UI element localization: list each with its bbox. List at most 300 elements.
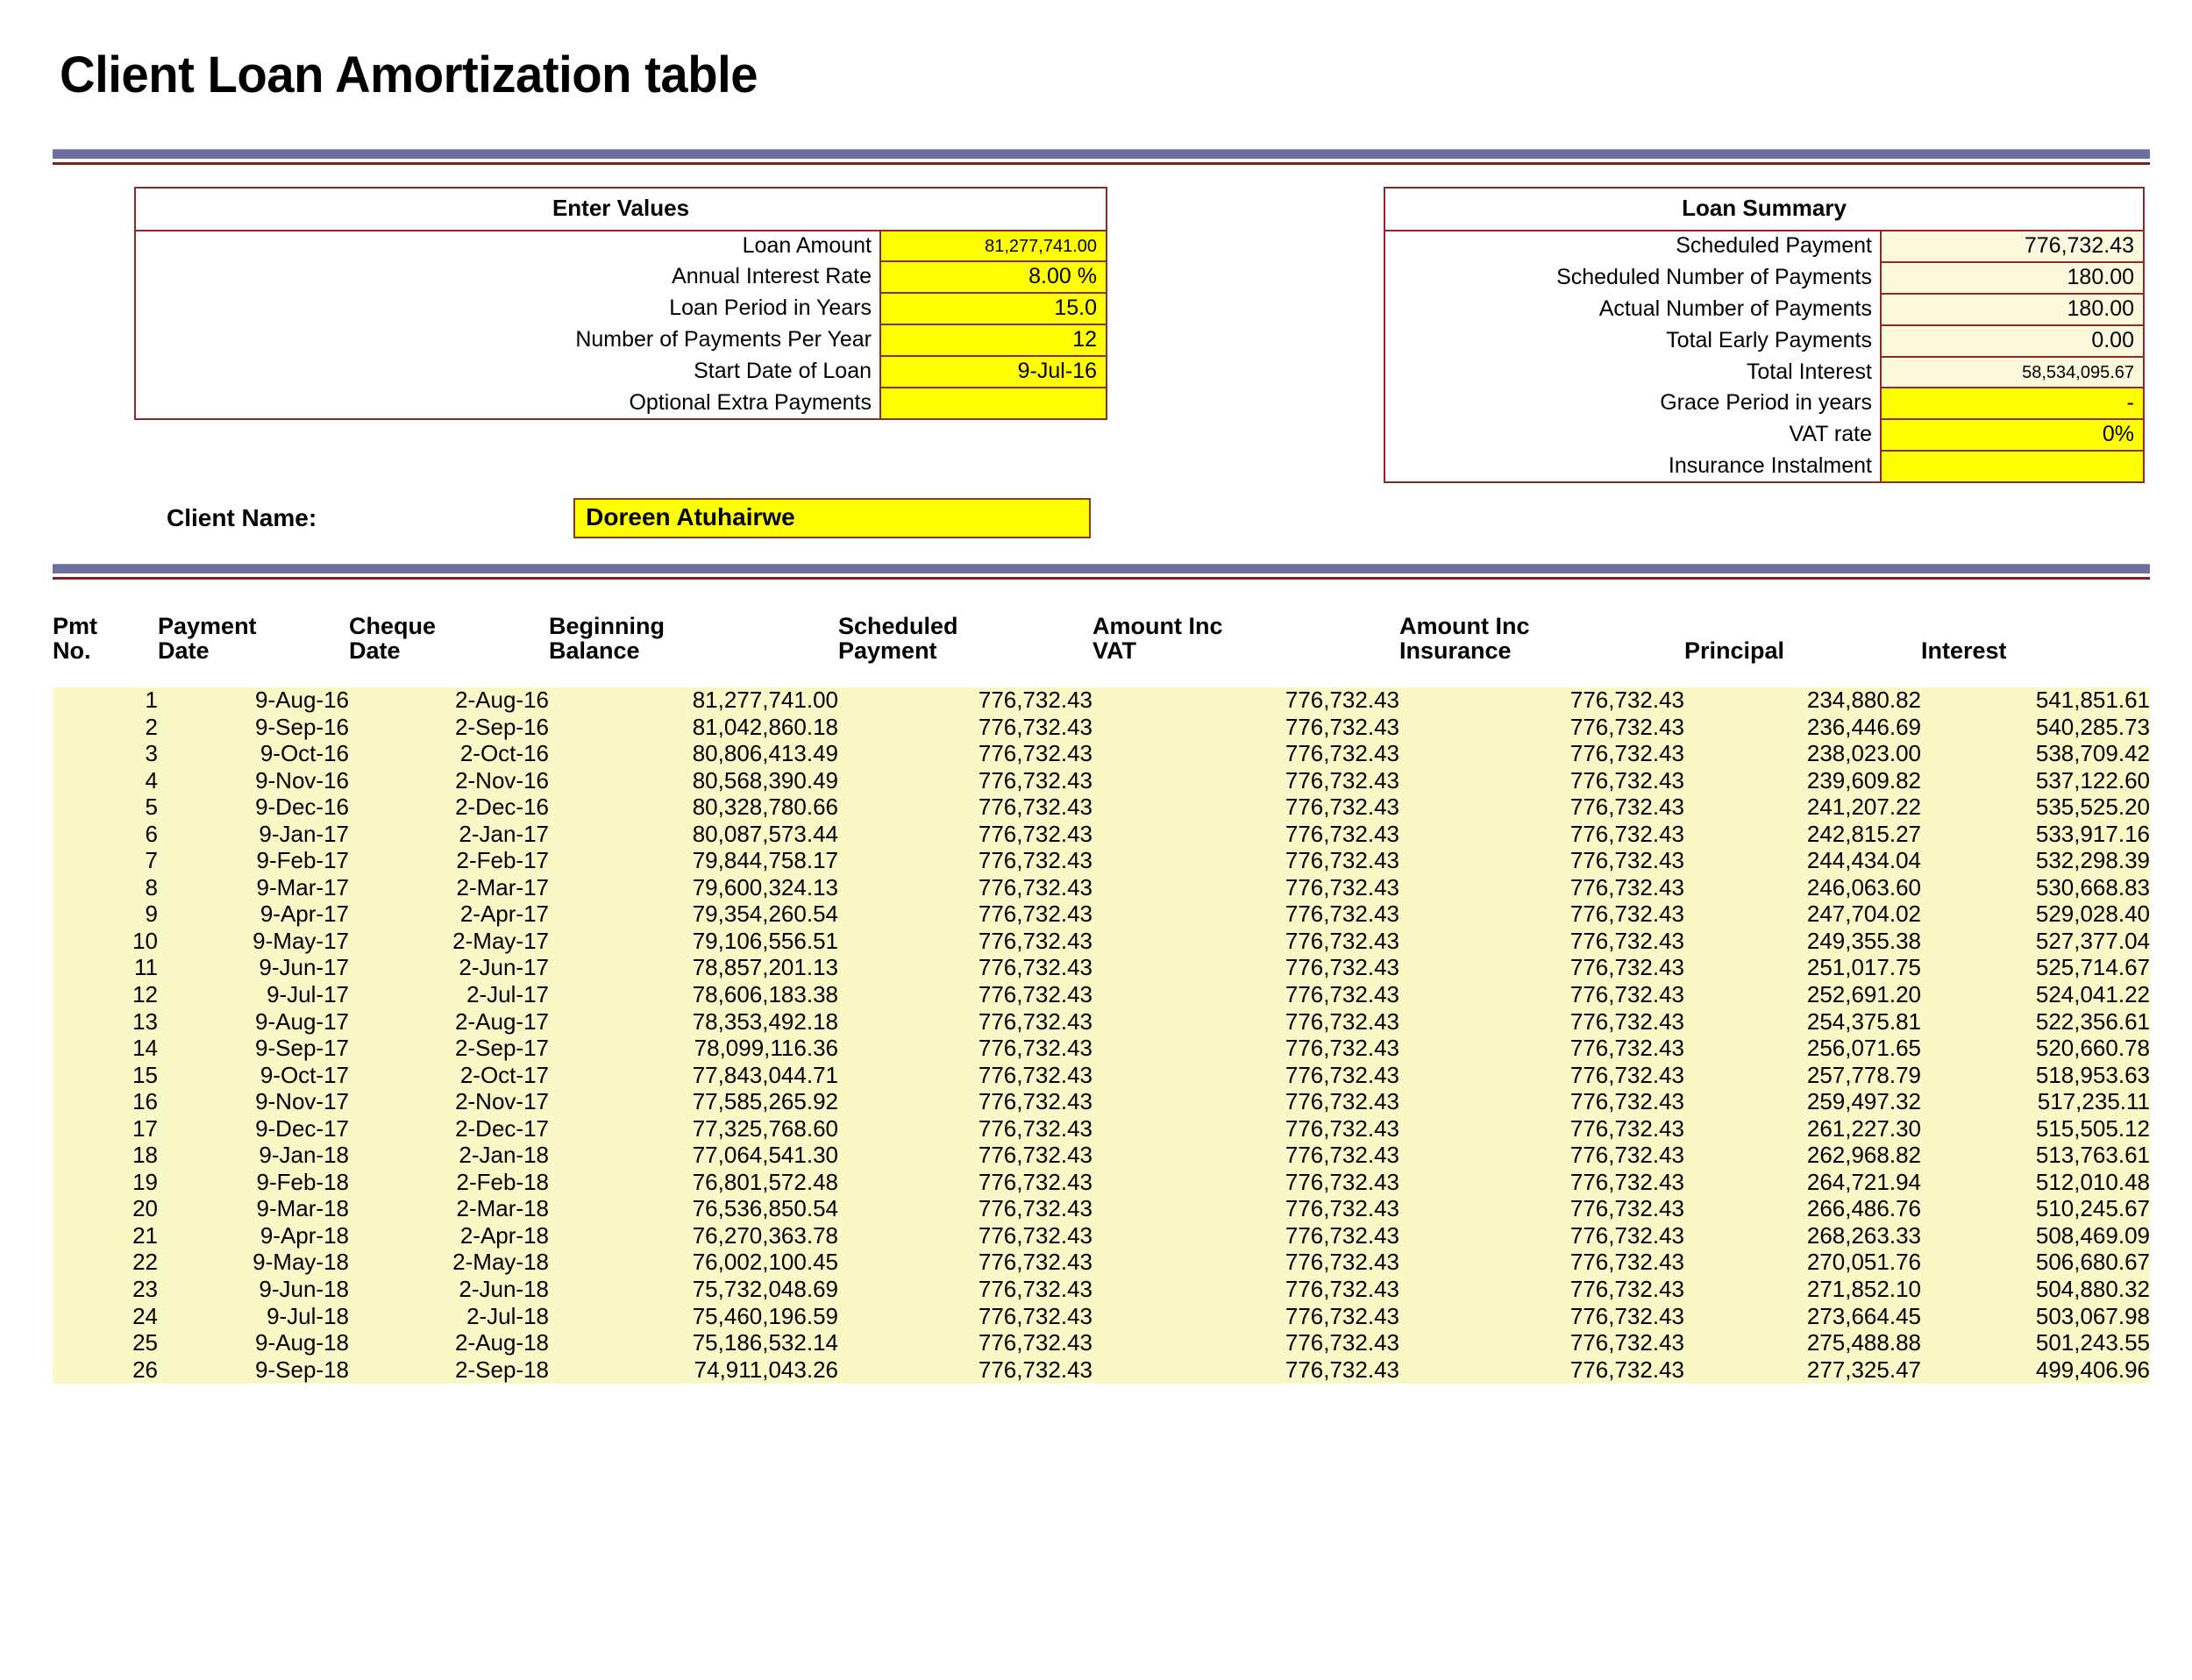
table-cell: 15 xyxy=(53,1063,158,1090)
table-cell: 11 xyxy=(53,955,158,982)
table-row[interactable] xyxy=(53,929,2150,956)
table-row[interactable] xyxy=(53,1089,2150,1116)
table-row[interactable] xyxy=(53,1357,2150,1385)
table-cell: 246,063.60 xyxy=(1684,875,1921,902)
divider-line xyxy=(53,162,2150,165)
loan-summary-value: 58,534,095.67 xyxy=(1880,358,2143,388)
table-cell: 776,732.43 xyxy=(838,1330,1092,1357)
table-cell: 520,660.78 xyxy=(1921,1036,2150,1063)
loan-summary-row xyxy=(1385,358,2143,388)
client-name-label: Client Name: xyxy=(167,504,317,531)
amortization-table-body xyxy=(53,687,2150,1384)
table-cell: 10 xyxy=(53,929,158,956)
table-cell: 238,023.00 xyxy=(1684,741,1921,768)
table-cell: 2-Jun-18 xyxy=(349,1277,549,1304)
table-cell: 2-Jun-17 xyxy=(349,955,549,982)
table-cell: 80,806,413.49 xyxy=(549,741,838,768)
loan-summary-rows xyxy=(1385,231,2143,481)
table-cell: 5 xyxy=(53,794,158,822)
table-row[interactable] xyxy=(53,1330,2150,1357)
enter-values-value[interactable] xyxy=(879,388,1106,418)
table-cell: 9 xyxy=(53,901,158,929)
table-row[interactable] xyxy=(53,955,2150,982)
table-cell: 25 xyxy=(53,1330,158,1357)
table-cell: 2-Mar-17 xyxy=(349,875,549,902)
table-cell: 513,763.61 xyxy=(1921,1143,2150,1170)
section-divider-top xyxy=(53,149,2150,165)
header-line-2: Interest xyxy=(1921,637,2007,665)
section-divider-middle xyxy=(53,564,2150,580)
table-row[interactable] xyxy=(53,982,2150,1009)
table-cell: 776,732.43 xyxy=(838,822,1092,849)
table-row[interactable] xyxy=(53,875,2150,902)
header-line-2: Insurance xyxy=(1399,637,1512,665)
table-cell: 776,732.43 xyxy=(838,901,1092,929)
header-line-2: Date xyxy=(158,637,210,665)
table-cell: 81,042,860.18 xyxy=(549,715,838,742)
table-column-header xyxy=(1092,614,1399,687)
loan-summary-label: Grace Period in years xyxy=(1660,389,1872,415)
table-cell: 776,732.43 xyxy=(1399,1116,1684,1143)
table-cell: 508,469.09 xyxy=(1921,1223,2150,1250)
table-cell: 525,714.67 xyxy=(1921,955,2150,982)
amortization-table xyxy=(53,614,2150,1384)
header-line-1: Amount Inc xyxy=(1399,613,1530,639)
loan-summary-label: Scheduled Payment xyxy=(1676,233,1872,258)
table-cell: 242,815.27 xyxy=(1684,822,1921,849)
enter-values-title: Enter Values xyxy=(136,189,1106,231)
table-row[interactable] xyxy=(53,1170,2150,1197)
table-cell: 236,446.69 xyxy=(1684,715,1921,742)
table-cell: 2-Mar-18 xyxy=(349,1196,549,1223)
table-row[interactable] xyxy=(53,715,2150,742)
enter-values-row xyxy=(136,231,1106,262)
table-row[interactable] xyxy=(53,1304,2150,1331)
table-cell: 776,732.43 xyxy=(1092,1249,1399,1277)
table-cell: 9-Jun-18 xyxy=(158,1277,349,1304)
table-cell: 3 xyxy=(53,741,158,768)
table-cell: 776,732.43 xyxy=(838,1249,1092,1277)
table-cell: 776,732.43 xyxy=(1399,875,1684,902)
table-cell: 21 xyxy=(53,1223,158,1250)
table-cell: 776,732.43 xyxy=(838,1304,1092,1331)
loan-summary-label: Actual Number of Payments xyxy=(1598,296,1872,321)
table-cell: 541,851.61 xyxy=(1921,687,2150,715)
table-cell: 76,270,363.78 xyxy=(549,1223,838,1250)
enter-values-label: Annual Interest Rate xyxy=(672,263,872,288)
table-cell: 252,691.20 xyxy=(1684,982,1921,1009)
header-line-2: VAT xyxy=(1092,637,1136,665)
table-cell: 76,801,572.48 xyxy=(549,1170,838,1197)
table-cell: 776,732.43 xyxy=(838,929,1092,956)
table-cell: 26 xyxy=(53,1357,158,1385)
loan-summary-row xyxy=(1385,263,2143,295)
table-cell: 776,732.43 xyxy=(1092,1357,1399,1385)
enter-values-panel xyxy=(134,187,1107,420)
table-row[interactable] xyxy=(53,741,2150,768)
table-cell: 259,497.32 xyxy=(1684,1089,1921,1116)
table-cell: 9-Sep-17 xyxy=(158,1036,349,1063)
table-cell: 2-Aug-17 xyxy=(349,1009,549,1036)
table-cell: 79,844,758.17 xyxy=(549,848,838,875)
table-row[interactable] xyxy=(53,687,2150,715)
table-row[interactable] xyxy=(53,1223,2150,1250)
table-cell: 512,010.48 xyxy=(1921,1170,2150,1197)
table-cell: 776,732.43 xyxy=(838,1143,1092,1170)
table-cell: 9-Oct-17 xyxy=(158,1063,349,1090)
table-cell: 776,732.43 xyxy=(838,1009,1092,1036)
table-cell: 532,298.39 xyxy=(1921,848,2150,875)
table-cell: 262,968.82 xyxy=(1684,1143,1921,1170)
table-cell: 776,732.43 xyxy=(1092,1330,1399,1357)
table-cell: 23 xyxy=(53,1277,158,1304)
loan-summary-row xyxy=(1385,388,2143,420)
table-cell: 7 xyxy=(53,848,158,875)
table-cell: 9-Dec-16 xyxy=(158,794,349,822)
table-cell: 776,732.43 xyxy=(1092,794,1399,822)
table-row[interactable] xyxy=(53,1116,2150,1143)
table-cell: 80,087,573.44 xyxy=(549,822,838,849)
table-column-header xyxy=(349,614,549,687)
table-cell: 2-Aug-16 xyxy=(349,687,549,715)
divider-bar xyxy=(53,564,2150,573)
header-line-2: Payment xyxy=(838,637,937,665)
table-cell: 776,732.43 xyxy=(838,1277,1092,1304)
table-cell: 776,732.43 xyxy=(1092,1063,1399,1090)
table-cell: 14 xyxy=(53,1036,158,1063)
header-line-1 xyxy=(1684,613,1691,639)
table-cell: 776,732.43 xyxy=(1399,901,1684,929)
table-cell: 776,732.43 xyxy=(838,1063,1092,1090)
enter-values-value[interactable]: 15.0 xyxy=(879,294,1106,325)
table-cell: 9-Aug-16 xyxy=(158,687,349,715)
table-cell: 2-Oct-16 xyxy=(349,741,549,768)
table-cell: 776,732.43 xyxy=(838,1196,1092,1223)
table-column-header xyxy=(1921,614,2150,687)
table-cell: 261,227.30 xyxy=(1684,1116,1921,1143)
table-cell: 776,732.43 xyxy=(838,1036,1092,1063)
table-cell: 776,732.43 xyxy=(1092,1116,1399,1143)
table-cell: 78,606,183.38 xyxy=(549,982,838,1009)
header-line-1: Beginning xyxy=(549,613,665,639)
table-cell: 515,505.12 xyxy=(1921,1116,2150,1143)
loan-summary-value: 0.00 xyxy=(1880,326,2143,358)
table-cell: 24 xyxy=(53,1304,158,1331)
enter-values-row xyxy=(136,357,1106,388)
table-cell: 2-Dec-17 xyxy=(349,1116,549,1143)
divider-line xyxy=(53,577,2150,580)
enter-values-value[interactable]: 8.00 % xyxy=(879,262,1106,294)
table-cell: 2-Jul-17 xyxy=(349,982,549,1009)
table-row[interactable] xyxy=(53,901,2150,929)
table-column-header xyxy=(1399,614,1684,687)
enter-values-label: Loan Period in Years xyxy=(669,295,872,320)
table-cell: 776,732.43 xyxy=(1399,1009,1684,1036)
table-cell: 776,732.43 xyxy=(1092,901,1399,929)
table-cell: 268,263.33 xyxy=(1684,1223,1921,1250)
loan-summary-value: 180.00 xyxy=(1880,295,2143,326)
enter-values-label: Number of Payments Per Year xyxy=(575,326,872,352)
table-cell: 510,245.67 xyxy=(1921,1196,2150,1223)
loan-summary-label: VAT rate xyxy=(1789,421,1872,446)
enter-values-value[interactable]: 9-Jul-16 xyxy=(879,357,1106,388)
table-cell: 538,709.42 xyxy=(1921,741,2150,768)
table-cell: 776,732.43 xyxy=(838,794,1092,822)
table-cell: 517,235.11 xyxy=(1921,1089,2150,1116)
table-column-header xyxy=(158,614,349,687)
table-cell: 2-Dec-16 xyxy=(349,794,549,822)
table-column-header xyxy=(1684,614,1921,687)
table-cell: 2-Sep-16 xyxy=(349,715,549,742)
table-column-header xyxy=(549,614,838,687)
table-cell: 273,664.45 xyxy=(1684,1304,1921,1331)
table-cell: 241,207.22 xyxy=(1684,794,1921,822)
table-cell: 776,732.43 xyxy=(1399,1330,1684,1357)
table-row[interactable] xyxy=(53,1196,2150,1223)
table-cell: 244,434.04 xyxy=(1684,848,1921,875)
loan-summary-value[interactable]: 0% xyxy=(1880,420,2143,452)
table-cell: 776,732.43 xyxy=(1399,715,1684,742)
table-cell: 9-Jul-17 xyxy=(158,982,349,1009)
loan-summary-title: Loan Summary xyxy=(1385,189,2143,231)
enter-values-row xyxy=(136,388,1106,418)
table-cell: 776,732.43 xyxy=(1399,1196,1684,1223)
loan-summary-row xyxy=(1385,295,2143,326)
table-cell: 776,732.43 xyxy=(1092,1143,1399,1170)
header-line-1: Scheduled xyxy=(838,613,958,639)
table-cell: 75,732,048.69 xyxy=(549,1277,838,1304)
table-cell: 8 xyxy=(53,875,158,902)
table-cell: 275,488.88 xyxy=(1684,1330,1921,1357)
page-title: Client Loan Amortization table xyxy=(60,46,758,103)
table-cell: 266,486.76 xyxy=(1684,1196,1921,1223)
table-cell: 9-Oct-16 xyxy=(158,741,349,768)
table-cell: 270,051.76 xyxy=(1684,1249,1921,1277)
table-cell: 529,028.40 xyxy=(1921,901,2150,929)
table-cell: 239,609.82 xyxy=(1684,768,1921,795)
table-cell: 9-Jul-18 xyxy=(158,1304,349,1331)
table-cell: 518,953.63 xyxy=(1921,1063,2150,1090)
table-cell: 776,732.43 xyxy=(1092,768,1399,795)
table-cell: 17 xyxy=(53,1116,158,1143)
table-cell: 22 xyxy=(53,1249,158,1277)
table-cell: 776,732.43 xyxy=(1399,822,1684,849)
table-cell: 776,732.43 xyxy=(1399,1223,1684,1250)
table-cell: 77,325,768.60 xyxy=(549,1116,838,1143)
amortization-table-head xyxy=(53,614,2150,687)
table-cell: 776,732.43 xyxy=(1092,1036,1399,1063)
loan-summary-value[interactable] xyxy=(1880,452,2143,481)
table-cell: 776,732.43 xyxy=(1399,1357,1684,1385)
table-cell: 76,002,100.45 xyxy=(549,1249,838,1277)
table-cell: 776,732.43 xyxy=(1399,955,1684,982)
table-cell: 256,071.65 xyxy=(1684,1036,1921,1063)
table-cell: 77,585,265.92 xyxy=(549,1089,838,1116)
table-cell: 776,732.43 xyxy=(1092,822,1399,849)
table-cell: 776,732.43 xyxy=(1399,1089,1684,1116)
table-row[interactable] xyxy=(53,1009,2150,1036)
table-column-header xyxy=(838,614,1092,687)
table-cell: 540,285.73 xyxy=(1921,715,2150,742)
table-cell: 506,680.67 xyxy=(1921,1249,2150,1277)
table-cell: 75,460,196.59 xyxy=(549,1304,838,1331)
table-row[interactable] xyxy=(53,768,2150,795)
table-cell: 9-Nov-16 xyxy=(158,768,349,795)
table-cell: 776,732.43 xyxy=(1399,1063,1684,1090)
table-row[interactable] xyxy=(53,848,2150,875)
loan-summary-row xyxy=(1385,326,2143,358)
table-cell: 78,353,492.18 xyxy=(549,1009,838,1036)
table-cell: 4 xyxy=(53,768,158,795)
loan-summary-label: Scheduled Number of Payments xyxy=(1556,265,1872,289)
table-cell: 247,704.02 xyxy=(1684,901,1921,929)
table-cell: 776,732.43 xyxy=(1092,741,1399,768)
table-cell: 776,732.43 xyxy=(1092,687,1399,715)
table-cell: 776,732.43 xyxy=(1092,1277,1399,1304)
table-cell: 530,668.83 xyxy=(1921,875,2150,902)
table-cell: 251,017.75 xyxy=(1684,955,1921,982)
table-cell: 79,600,324.13 xyxy=(549,875,838,902)
loan-summary-label: Total Interest xyxy=(1746,359,1872,384)
table-cell: 504,880.32 xyxy=(1921,1277,2150,1304)
table-cell: 76,536,850.54 xyxy=(549,1196,838,1223)
table-cell: 271,852.10 xyxy=(1684,1277,1921,1304)
table-cell: 2-Sep-17 xyxy=(349,1036,549,1063)
loan-summary-value: 180.00 xyxy=(1880,263,2143,295)
header-line-2: No. xyxy=(53,637,91,665)
table-cell: 776,732.43 xyxy=(1092,1304,1399,1331)
table-cell: 2-Sep-18 xyxy=(349,1357,549,1385)
table-cell: 9-Aug-17 xyxy=(158,1009,349,1036)
enter-values-value[interactable]: 81,277,741.00 xyxy=(879,231,1106,262)
table-cell: 2-May-18 xyxy=(349,1249,549,1277)
header-line-2: Balance xyxy=(549,637,640,665)
table-cell: 1 xyxy=(53,687,158,715)
table-cell: 18 xyxy=(53,1143,158,1170)
table-cell: 75,186,532.14 xyxy=(549,1330,838,1357)
table-cell: 77,064,541.30 xyxy=(549,1143,838,1170)
table-row[interactable] xyxy=(53,1143,2150,1170)
table-cell: 74,911,043.26 xyxy=(549,1357,838,1385)
table-cell: 776,732.43 xyxy=(1399,1277,1684,1304)
table-row[interactable] xyxy=(53,1063,2150,1090)
enter-values-row xyxy=(136,262,1106,294)
table-cell: 776,732.43 xyxy=(1399,982,1684,1009)
header-line-2: Date xyxy=(349,637,401,665)
table-cell: 77,843,044.71 xyxy=(549,1063,838,1090)
table-cell: 9-Dec-17 xyxy=(158,1116,349,1143)
table-cell: 527,377.04 xyxy=(1921,929,2150,956)
table-row[interactable] xyxy=(53,822,2150,849)
table-cell: 257,778.79 xyxy=(1684,1063,1921,1090)
table-cell: 6 xyxy=(53,822,158,849)
table-cell: 776,732.43 xyxy=(1399,1036,1684,1063)
table-row[interactable] xyxy=(53,1249,2150,1277)
table-cell: 776,732.43 xyxy=(1399,1249,1684,1277)
table-header-row xyxy=(53,614,2150,687)
table-cell: 776,732.43 xyxy=(838,1170,1092,1197)
table-cell: 249,355.38 xyxy=(1684,929,1921,956)
table-cell: 9-Apr-17 xyxy=(158,901,349,929)
table-cell: 776,732.43 xyxy=(838,1357,1092,1385)
loan-summary-value[interactable]: - xyxy=(1880,388,2143,420)
table-cell: 533,917.16 xyxy=(1921,822,2150,849)
table-cell: 9-Mar-18 xyxy=(158,1196,349,1223)
table-cell: 776,732.43 xyxy=(838,741,1092,768)
table-cell: 9-May-18 xyxy=(158,1249,349,1277)
table-cell: 9-Jan-18 xyxy=(158,1143,349,1170)
table-cell: 9-Apr-18 xyxy=(158,1223,349,1250)
table-cell: 776,732.43 xyxy=(1399,848,1684,875)
table-cell: 776,732.43 xyxy=(838,687,1092,715)
table-cell: 776,732.43 xyxy=(1092,848,1399,875)
table-cell: 776,732.43 xyxy=(1092,715,1399,742)
table-cell: 9-Mar-17 xyxy=(158,875,349,902)
client-name-input[interactable]: Doreen Atuhairwe xyxy=(573,498,1091,538)
table-cell: 2-Feb-17 xyxy=(349,848,549,875)
enter-values-row xyxy=(136,325,1106,357)
table-cell: 2 xyxy=(53,715,158,742)
table-cell: 79,106,556.51 xyxy=(549,929,838,956)
header-line-1: Pmt xyxy=(53,613,98,639)
table-cell: 79,354,260.54 xyxy=(549,901,838,929)
table-cell: 776,732.43 xyxy=(1092,1223,1399,1250)
table-cell: 81,277,741.00 xyxy=(549,687,838,715)
table-cell: 80,328,780.66 xyxy=(549,794,838,822)
header-line-1: Payment xyxy=(158,613,257,639)
loan-summary-value: 776,732.43 xyxy=(1880,231,2143,263)
table-cell: 254,375.81 xyxy=(1684,1009,1921,1036)
loan-summary-row xyxy=(1385,231,2143,263)
table-cell: 537,122.60 xyxy=(1921,768,2150,795)
table-cell: 524,041.22 xyxy=(1921,982,2150,1009)
table-cell: 9-Aug-18 xyxy=(158,1330,349,1357)
table-cell: 2-Jul-18 xyxy=(349,1304,549,1331)
table-cell: 522,356.61 xyxy=(1921,1009,2150,1036)
table-cell: 776,732.43 xyxy=(1092,1009,1399,1036)
table-cell: 2-Apr-17 xyxy=(349,901,549,929)
table-cell: 2-Nov-17 xyxy=(349,1089,549,1116)
table-cell: 78,857,201.13 xyxy=(549,955,838,982)
loan-summary-row xyxy=(1385,420,2143,452)
table-cell: 776,732.43 xyxy=(1399,741,1684,768)
table-cell: 776,732.43 xyxy=(1399,768,1684,795)
table-cell: 776,732.43 xyxy=(1092,1170,1399,1197)
enter-values-value[interactable]: 12 xyxy=(879,325,1106,357)
table-row[interactable] xyxy=(53,794,2150,822)
enter-values-label: Optional Extra Payments xyxy=(629,389,872,415)
table-cell: 234,880.82 xyxy=(1684,687,1921,715)
table-cell: 9-Feb-18 xyxy=(158,1170,349,1197)
table-cell: 9-Sep-16 xyxy=(158,715,349,742)
table-cell: 264,721.94 xyxy=(1684,1170,1921,1197)
table-cell: 776,732.43 xyxy=(838,1223,1092,1250)
loan-summary-label: Total Early Payments xyxy=(1666,328,1872,352)
table-cell: 503,067.98 xyxy=(1921,1304,2150,1331)
table-cell: 776,732.43 xyxy=(1399,1304,1684,1331)
table-row[interactable] xyxy=(53,1277,2150,1304)
enter-values-row xyxy=(136,294,1106,325)
table-row[interactable] xyxy=(53,1036,2150,1063)
header-line-2: Principal xyxy=(1684,637,1785,665)
table-cell: 501,243.55 xyxy=(1921,1330,2150,1357)
table-cell: 776,732.43 xyxy=(1399,929,1684,956)
table-cell: 2-Aug-18 xyxy=(349,1330,549,1357)
table-cell: 2-Nov-16 xyxy=(349,768,549,795)
table-cell: 19 xyxy=(53,1170,158,1197)
loan-summary-row xyxy=(1385,452,2143,481)
table-cell: 776,732.43 xyxy=(838,982,1092,1009)
